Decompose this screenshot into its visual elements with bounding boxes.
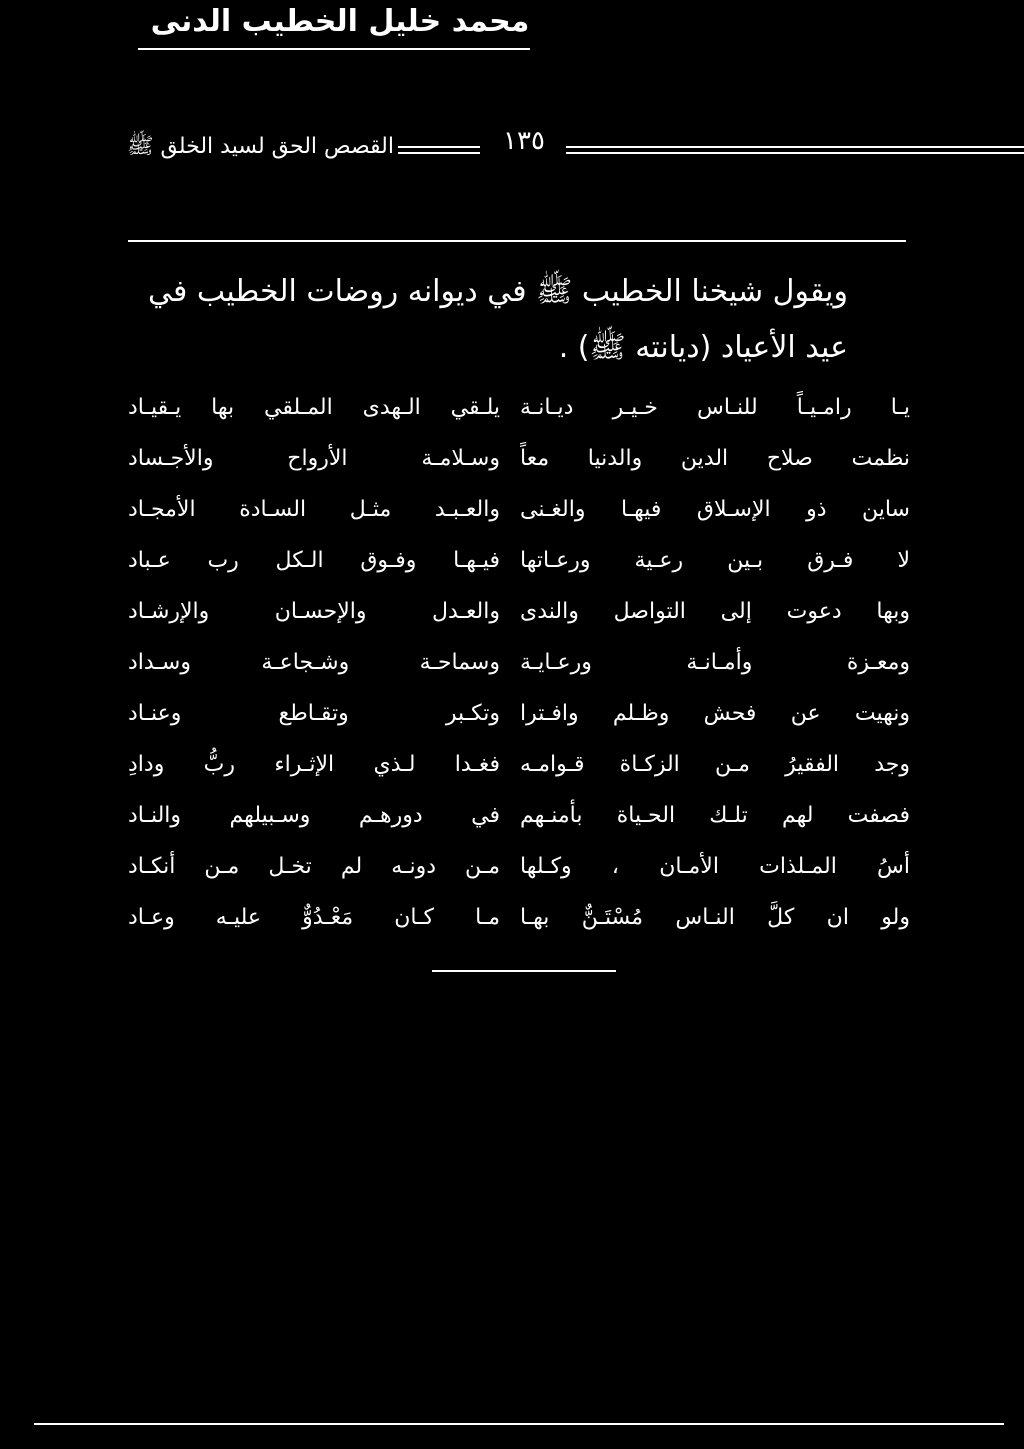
author-underline	[138, 48, 530, 50]
verse-line	[118, 637, 910, 688]
verse-line	[118, 535, 910, 586]
footer-rule	[34, 1423, 1004, 1425]
verse-first-hemistich: يـا رامـيـاً للنـاس خـيـر ديـانـة	[520, 395, 910, 420]
verse-line	[118, 586, 910, 637]
verse-second-hemistich: وسماحـة وشـجاعـة وسـداد	[128, 650, 500, 675]
section-divider	[128, 240, 906, 242]
verse-second-hemistich: مـن دونـه لم تخـل مـن أنكـاد	[128, 854, 500, 879]
verse-second-hemistich: وتكـبر وتقـاطع وعنـاد	[128, 701, 500, 726]
author-name: محمد خليل الخطيب الدنى	[150, 4, 530, 39]
poem-end-rule	[432, 970, 616, 972]
verse-second-hemistich: وسـلامـة الأرواح والأجـساد	[128, 446, 500, 471]
verse-line	[118, 382, 910, 433]
verse-line	[118, 790, 910, 841]
verse-first-hemistich: فصفت لهم تلـك الحـياة بأمنـهم	[520, 803, 910, 828]
verse-second-hemistich: يلـقي الـهدى المـلقي بها يـقيـاد	[128, 395, 500, 420]
verse-line	[118, 484, 910, 535]
verse-line	[118, 433, 910, 484]
verse-first-hemistich: ساين ذو الإسـلاق فيهـا والغـنى	[520, 497, 910, 522]
intro-line: عيد الأعياد (ديانته ﷺ) .	[558, 330, 848, 365]
verse-first-hemistich: لا فـرق بـين رعـية ورعـاتها	[520, 548, 910, 573]
verse-second-hemistich: في دورهـم وسـبيلهم والنـاد	[128, 803, 500, 828]
running-header	[118, 126, 910, 166]
verse-second-hemistich: فيـهـا وفـوق الـكل رب عـباد	[128, 548, 500, 573]
verse-first-hemistich: ومعـزة وأمـانـة ورعـايـة	[520, 650, 910, 675]
verse-first-hemistich: نظمت صلاح الدين والدنيا معاً	[520, 446, 910, 471]
verse-line	[118, 688, 910, 739]
intro-paragraph	[118, 264, 848, 376]
verse-line	[118, 892, 910, 943]
verse-second-hemistich: والعـبـد مثـل السـادة الأمجـاد	[128, 497, 500, 522]
verse-first-hemistich: وجد الفقيرُ مـن الزكـاة قـوامـه	[520, 752, 910, 777]
header-double-rule-short	[398, 146, 480, 154]
verse-first-hemistich: أسُ المـلذات الأمـان ، وكـلها	[520, 854, 910, 879]
page-number: ١٣٥	[503, 126, 545, 156]
verse-first-hemistich: وبها دعوت إلى التواصل والندى	[520, 599, 910, 624]
header-double-rule-long	[566, 146, 1024, 154]
verse-second-hemistich: مـا كـان مَعْـدُوٌّ عليـه وعـاد	[128, 905, 500, 930]
verse-line	[118, 739, 910, 790]
verse-second-hemistich: فغـدا لـذي الإثـراء ربُّ ودادِ	[128, 752, 500, 777]
poem	[118, 382, 910, 943]
intro-line: ويقول شيخنا الخطيب ﷺ في ديوانه روضات الخطيب في	[147, 274, 848, 309]
verse-line	[118, 841, 910, 892]
verse-second-hemistich: والعـدل والإحسـان والإرشـاد	[128, 599, 500, 624]
verse-first-hemistich: ونهيت عن فحش وظـلم وافـترا	[520, 701, 910, 726]
verse-first-hemistich: ولو ان كلَّ النـاس مُسْتَـنٌّ بهـا	[520, 905, 910, 930]
running-title: القصص الحق لسيد الخلق ﷺ	[126, 134, 394, 159]
